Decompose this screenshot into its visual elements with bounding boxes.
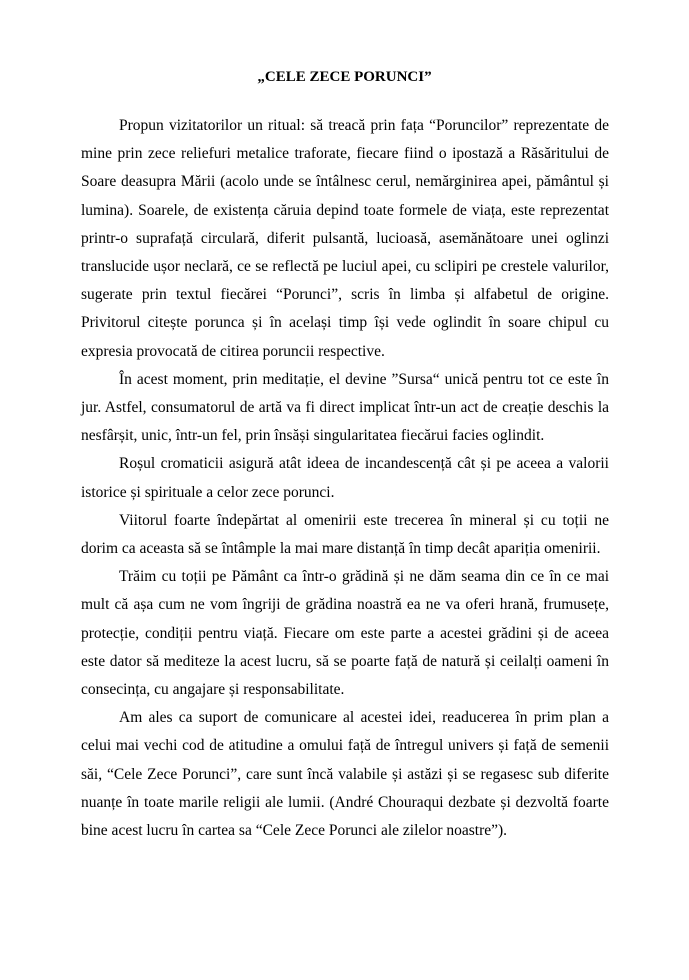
paragraph-6: Am ales ca suport de comunicare al acestei idei, readucerea în prim plan a celui mai vechi cod de atitudine a omului față de întregul univers și față de semenii săi, “Cele Zece Porunci”, care sunt încă valabile și astăzi și se regasesc sub diferite nuanțe în toate marile religii ale lumii. (André Chouraqui dezbate și dezvoltă foarte bine acest lucru în cartea sa “Cele Zece Porunci ale zilelor noastre”). xyxy=(81,709,609,840)
page-title: „CELE ZECE PORUNCI” xyxy=(257,69,432,85)
paragraph-4: Viitorul foarte îndepărtat al omenirii este trecerea în mineral și cu toții ne dorim ca aceasta să se întâmple la mai mare distanță în timp decât apariția omenirii. xyxy=(81,511,609,558)
paragraph-3: Roșul cromaticii asigură atât ideea de incandescență cât și pe aceea a valorii istorice și spirituale a celor zece porunci. xyxy=(81,455,609,501)
body-text xyxy=(81,112,609,845)
paragraph-1: Propun vizitatorilor un ritual: să treacă prin fața “Poruncilor” reprezentate de mine prin zece reliefuri metalice traforate, fiecare fiind o ipostază a Răsăritului de Soare deasupra Mării (acolo unde se întâlnesc cerul, nemărginirea apei, pământul și lumina). Soarele, de existența căruia depind toate formele de viața, este reprezentat printr-o suprafață circulară, diferit pulsantă, lucioasă, asemănătoare unei oglinzi translucide ușor neclară, ce se reflectă pe luciul apei, cu sclipiri pe crestele valurilor, sugerate prin textul fiecărei “Porunci”, scris în limba și alfabetul de origine. Privitorul citește porunca și în același timp își vede oglindit în soare chipul cu expresia provocată de citirea poruncii respective. xyxy=(81,117,609,360)
paragraph-2: În acest moment, prin meditație, el devine ”Sursa“ unică pentru tot ce este în jur. Astfel, consumatorul de artă va fi direct implicat într-un act de creație deschis la nesfârșit, unic, într-un fel, prin însăși singularitatea fiecărui facies oglindit. xyxy=(81,370,609,445)
paragraph-5: Trăim cu toții pe Pământ ca într-o grădină și ne dăm seama din ce în ce mai mult că așa cum ne vom îngriji de grădina noastră ea ne va oferi hrană, frumusețe, protecție, condiții pentru viață. Fiecare om este parte a acestei grădini și de aceea este dator să mediteze la acest lucru, să se poarte față de natură și ceilalți oameni în consecința, cu angajare și responsabilitate. xyxy=(81,568,609,699)
